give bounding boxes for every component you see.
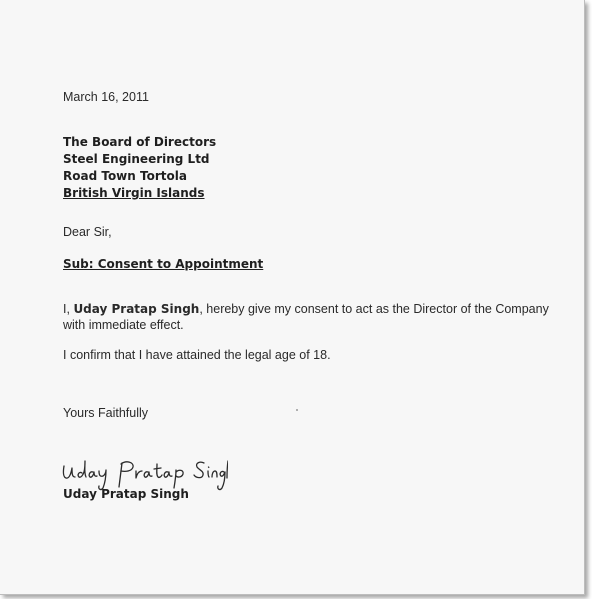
consent-name: Uday Pratap Singh [73, 302, 200, 316]
letter-date: March 16, 2011 [63, 90, 149, 104]
scan-speck [296, 409, 298, 411]
address-line-3: Road Town Tortola [63, 169, 187, 183]
signer-name: Uday Pratap Singh [63, 487, 189, 501]
address-line-2: Steel Engineering Ltd [63, 152, 210, 166]
consent-paragraph [63, 301, 553, 333]
salutation: Dear Sir, [63, 225, 112, 239]
age-confirmation: I confirm that I have attained the legal age of 18. [63, 348, 331, 362]
recipient-address [63, 134, 216, 202]
closing: Yours Faithfully [63, 406, 148, 420]
address-line-4: British Virgin Islands [63, 186, 205, 200]
consent-prefix: I, [63, 302, 70, 316]
address-line-1: The Board of Directors [63, 135, 217, 149]
subject-line: Sub: Consent to Appointment [63, 257, 264, 271]
consent-text: , hereby give my consent to act as the Director of the Company with immediate effect. [63, 302, 549, 332]
